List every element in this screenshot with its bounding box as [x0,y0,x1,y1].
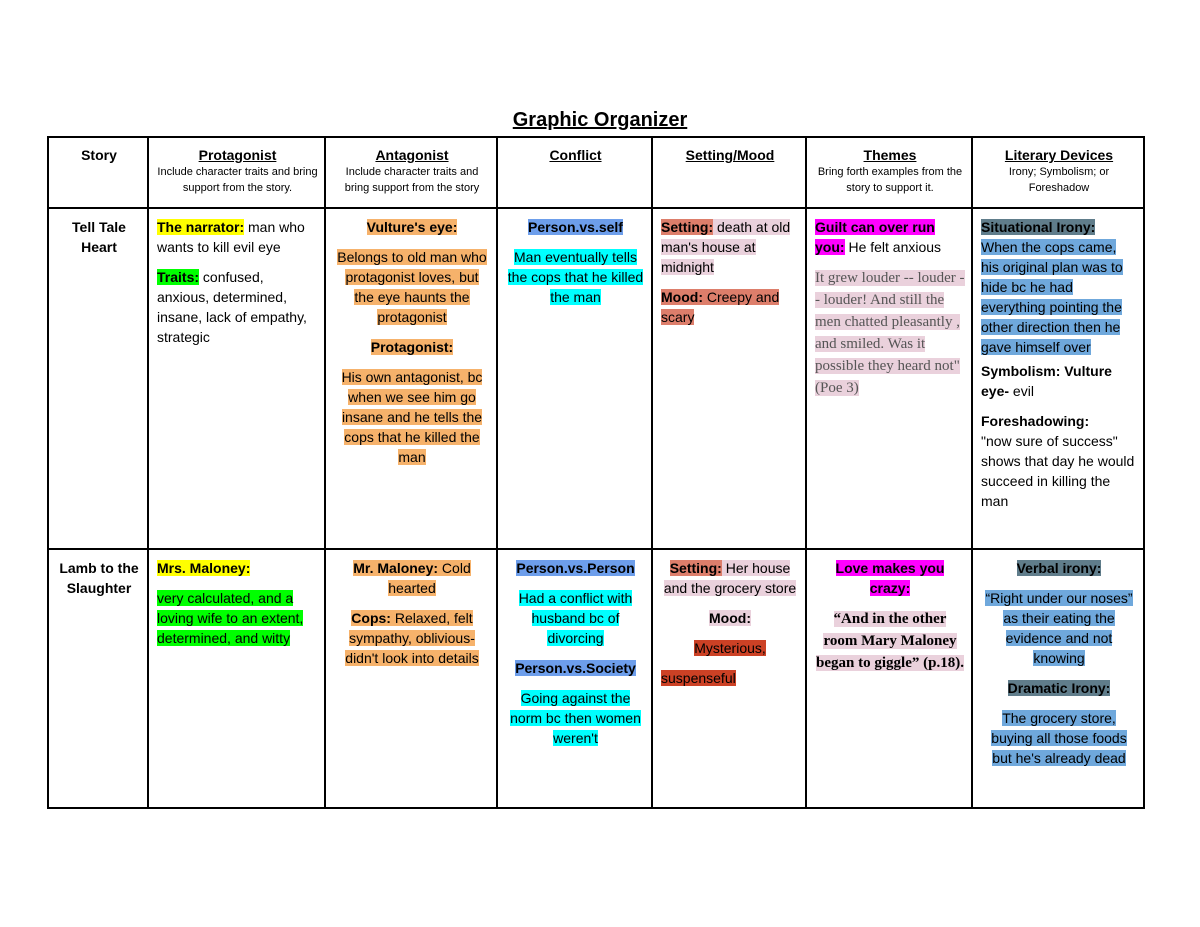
literary-devices-cell: Verbal irony: “Right under our noses” as their eating the evidence and not knowing Dramatic Irony: The grocery store, buying all those foods but he's already dead [972,549,1144,808]
header-antagonist: Antagonist Include character traits and bring support from the story [325,137,497,208]
setting-mood-cell: Setting: death at old man's house at midnight Mood: Creepy and scary [652,208,806,549]
protagonist-cell: The narrator: man who wants to kill evil eye Traits: confused, anxious, determined, insane, lack of empathy, strategic [148,208,325,549]
antagonist-cell: Mr. Maloney: Cold hearted Cops: Relaxed, felt sympathy, oblivious-didn't look into details [325,549,497,808]
themes-cell: Guilt can over run you: He felt anxious It grew louder -- louder -- louder! And still the men chatted pleasantly , and smiled. Was it possible they heard not" (Poe 3) [806,208,972,549]
header-row [48,137,1144,208]
literary-devices-cell: Situational Irony: When the cops came, his original plan was to hide bc he had everything pointing the other direction then he gave himself over Symbolism: Vulture eye- evil Foreshadowing: "now sure of success" shows that day he would succeed in killing the man [972,208,1144,549]
header-conflict: Conflict [497,137,652,208]
graphic-organizer-table [47,136,1145,809]
story-cell: Lamb to the Slaughter [48,549,148,808]
setting-mood-cell: Setting: Her house and the grocery store Mood: Mysterious, suspenseful [652,549,806,808]
table-row [48,549,1144,808]
story-cell: Tell Tale Heart [48,208,148,549]
conflict-cell: Person.vs.self Man eventually tells the cops that he killed the man [497,208,652,549]
header-themes: Themes Bring forth examples from the story to support it. [806,137,972,208]
header-protagonist: Protagonist Include character traits and bring support from the story. [148,137,325,208]
protagonist-cell: Mrs. Maloney: very calculated, and a loving wife to an extent, determined, and witty [148,549,325,808]
table-row [48,208,1144,549]
antagonist-cell: Vulture's eye: Belongs to old man who protagonist loves, but the eye haunts the protagonist Protagonist: His own antagonist, bc when we see him go insane and he tells the cops that he killed the man [325,208,497,549]
themes-cell: Love makes you crazy: “And in the other room Mary Maloney began to giggle” (p.18). [806,549,972,808]
header-setting: Setting/Mood [652,137,806,208]
header-literary-devices: Literary Devices Irony; Symbolism; or Foreshadow [972,137,1144,208]
header-story: Story [48,137,148,208]
conflict-cell: Person.vs.Person Had a conflict with husband bc of divorcing Person.vs.Society Going against the norm bc then women weren't [497,549,652,808]
page-title: Graphic Organizer [512,109,688,131]
